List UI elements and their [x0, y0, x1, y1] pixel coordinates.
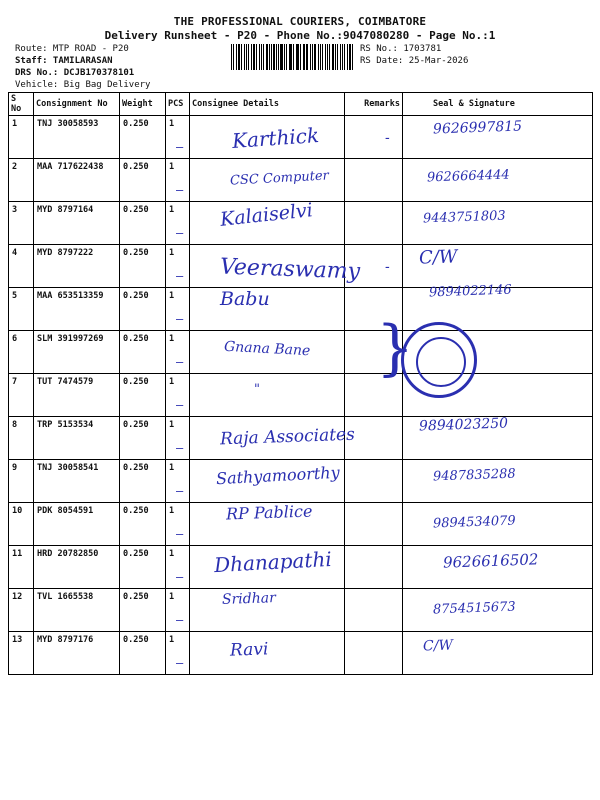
col-seal-signature: Seal & Signature — [403, 93, 593, 116]
barcode-bar — [289, 44, 290, 70]
row-pcs: 1 — [166, 546, 190, 589]
row-seal-signature — [403, 460, 593, 503]
barcode-bar — [248, 44, 249, 70]
rs-date-label: RS Date: 25-Mar-2026 — [360, 56, 469, 66]
row-consignment-no: TVL 1665538 — [34, 589, 120, 632]
pen-dash-mark: — — [176, 441, 184, 455]
barcode-bar — [251, 44, 252, 70]
barcode-bar — [261, 44, 262, 70]
col-consignee: Consignee Details — [190, 93, 345, 116]
barcode-bar — [256, 44, 257, 70]
runsheet-table — [8, 92, 593, 675]
handwritten-signature-phone: C/W — [418, 246, 458, 269]
row-sno: 10 — [9, 503, 34, 546]
handwritten-signature-phone: C/W — [422, 637, 454, 655]
handwritten-signature-phone: 9626664444 — [426, 167, 510, 186]
row-consignment-no: TUT 7474579 — [34, 374, 120, 417]
table-row — [9, 331, 593, 374]
row-sno: 6 — [9, 331, 34, 374]
runsheet-title: Delivery Runsheet - P20 - Phone No.:9047080280 - Page No.:1 — [104, 29, 496, 42]
barcode-bar — [340, 44, 341, 70]
pen-dash-mark: — — [176, 269, 184, 283]
barcode-bar — [347, 44, 348, 70]
col-consignment: Consignment No — [34, 93, 120, 116]
col-pcs: PCS — [166, 93, 190, 116]
row-remarks — [345, 632, 403, 675]
table-row — [9, 374, 593, 417]
row-remarks — [345, 589, 403, 632]
row-remarks — [345, 417, 403, 460]
barcode-bar — [244, 44, 245, 70]
route-label: Route: MTP ROAD - P20 — [15, 44, 129, 54]
table-row — [9, 116, 593, 159]
row-weight: 0.250 — [120, 503, 166, 546]
row-weight: 0.250 — [120, 288, 166, 331]
row-consignee — [176, 460, 345, 503]
row-pcs: 1 — [166, 503, 190, 546]
barcode-bar — [310, 44, 311, 70]
row-pcs: 1 — [166, 202, 190, 245]
row-weight: 0.250 — [120, 546, 166, 589]
barcode-bar — [246, 44, 247, 70]
pen-dash-mark: — — [176, 613, 184, 627]
table-row — [9, 417, 593, 460]
row-pcs: 1 — [166, 331, 190, 374]
row-remarks — [345, 116, 403, 159]
table-row — [9, 202, 593, 245]
row-consignment-no: MYD 8797164 — [34, 202, 120, 245]
row-weight: 0.250 — [120, 460, 166, 503]
pen-dash-mark: — — [176, 140, 184, 154]
pen-dash-mark: — — [176, 226, 184, 240]
pen-dash-mark: — — [176, 312, 184, 326]
handwritten-signature-phone: 9443751803 — [422, 208, 506, 227]
barcode-bar — [278, 44, 279, 70]
row-consignee — [176, 331, 345, 374]
row-remarks — [345, 202, 403, 245]
row-consignee — [176, 245, 361, 288]
row-consignment-no: MAA 653513359 — [34, 288, 120, 331]
row-consignment-no: MYD 8797176 — [34, 632, 120, 675]
row-consignee — [176, 199, 345, 245]
row-pcs: 1 — [166, 417, 190, 460]
row-seal-signature — [403, 159, 593, 202]
barcode-bar — [280, 44, 282, 70]
row-weight: 0.250 — [120, 245, 166, 288]
handwritten-signature-phone: 9894534079 — [432, 513, 516, 532]
barcode-bar — [238, 44, 240, 70]
handwritten-consignee-name: Raja Associates — [219, 424, 356, 450]
barcode-bar — [259, 44, 260, 70]
row-pcs: 1 — [166, 589, 190, 632]
barcode-bar — [269, 44, 270, 70]
row-pcs: 1 — [166, 632, 190, 675]
bank-seal-stamp — [401, 322, 477, 398]
row-consignee — [176, 589, 345, 632]
vehicle-label: Vehicle: Big Bag Delivery — [15, 80, 151, 90]
col-weight: Weight — [120, 93, 166, 116]
row-consignment-no: MAA 717622438 — [34, 159, 120, 202]
barcode-bar — [233, 44, 234, 70]
table-row — [9, 245, 593, 288]
row-sno: 5 — [9, 288, 34, 331]
handwritten-consignee-name: Sridhar — [221, 590, 277, 608]
row-pcs: 1 — [166, 116, 190, 159]
barcode-bar — [320, 44, 321, 70]
pen-dash-mark: — — [176, 398, 184, 412]
barcode-bar — [286, 44, 287, 70]
barcode-bar — [276, 44, 277, 70]
row-sno: 12 — [9, 589, 34, 632]
pen-dash-mark: — — [176, 355, 184, 369]
barcode-bar — [306, 44, 307, 70]
row-sno: 11 — [9, 546, 34, 589]
row-seal-signature — [403, 632, 593, 675]
barcode-bar — [352, 44, 353, 70]
row-sno: 13 — [9, 632, 34, 675]
barcode-bar — [342, 44, 343, 70]
row-weight: 0.250 — [120, 159, 166, 202]
row-remarks — [345, 159, 403, 202]
handwritten-remark: - — [385, 259, 390, 275]
handwritten-consignee-name: CSC Computer — [229, 168, 330, 189]
row-consignment-no: MYD 8797222 — [34, 245, 120, 288]
row-seal-signature — [403, 417, 593, 460]
handwritten-consignee-name: Kalaiselvi — [219, 199, 314, 231]
handwritten-consignee-name: Dhanapathi — [213, 546, 333, 578]
handwritten-consignee-name: Karthick — [231, 122, 320, 154]
row-weight: 0.250 — [120, 374, 166, 417]
barcode-bar — [329, 44, 330, 70]
handwritten-signature-phone: 9626616502 — [442, 550, 539, 572]
row-weight: 0.250 — [120, 202, 166, 245]
barcode-bar — [293, 44, 294, 70]
row-sno: 1 — [9, 116, 34, 159]
barcode-bar — [303, 44, 304, 70]
col-remarks: Remarks — [345, 93, 403, 116]
row-consignment-no: SLM 391997269 — [34, 331, 120, 374]
row-pcs: 1 — [166, 460, 190, 503]
barcode-bar — [327, 44, 328, 70]
drs-label: DRS No.: DCJB170378101 — [15, 68, 135, 78]
barcode-bar — [296, 44, 297, 70]
table-row — [9, 159, 593, 202]
row-pcs: 1 — [166, 374, 190, 417]
row-seal-signature — [403, 202, 593, 245]
row-sno: 8 — [9, 417, 34, 460]
handwritten-signature-phone: 9894023250 — [418, 415, 509, 435]
barcode-bar — [273, 44, 274, 70]
barcode — [231, 44, 355, 70]
row-seal-signature — [403, 589, 593, 632]
pen-dash-mark: — — [176, 484, 184, 498]
row-sno: 2 — [9, 159, 34, 202]
barcode-bar — [307, 44, 308, 70]
row-weight: 0.250 — [120, 632, 166, 675]
barcode-bar — [325, 44, 326, 70]
table-row — [9, 288, 593, 331]
row-pcs: 1 — [166, 159, 190, 202]
row-consignment-no: TNJ 30058593 — [34, 116, 120, 159]
handwritten-consignee-name: Babu — [220, 288, 270, 310]
barcode-bar — [318, 44, 319, 70]
handwritten-consignee-name: " — [254, 382, 260, 397]
row-sno: 4 — [9, 245, 34, 288]
barcode-bar — [335, 44, 336, 70]
row-remarks — [345, 245, 403, 288]
row-consignment-no: TRP 5153534 — [34, 417, 120, 460]
handwritten-signature-phone: 8754515673 — [432, 599, 516, 618]
barcode-bar — [312, 44, 313, 70]
row-seal-signature — [403, 546, 593, 589]
barcode-bar — [271, 44, 272, 70]
handwritten-signature-phone: 9894022146 — [428, 282, 512, 301]
handwritten-consignee-name: Gnana Bane — [223, 338, 311, 360]
barcode-bar — [322, 44, 323, 70]
row-remarks — [345, 546, 403, 589]
row-sno: 3 — [9, 202, 34, 245]
row-sno: 7 — [9, 374, 34, 417]
handwritten-consignee-name: RP Pablice — [225, 501, 313, 524]
row-weight: 0.250 — [120, 116, 166, 159]
barcode-bar — [297, 44, 299, 70]
table-row — [9, 503, 593, 546]
row-pcs: 1 — [166, 288, 190, 331]
barcode-bar — [300, 44, 301, 70]
row-consignment-no: PDK 8054591 — [34, 503, 120, 546]
row-remarks — [345, 503, 403, 546]
handwritten-consignee-name: Sathyamoorthy — [215, 462, 341, 489]
barcode-bar — [241, 44, 242, 70]
barcode-bar — [266, 44, 268, 70]
barcode-bar — [263, 44, 264, 70]
table-row — [9, 460, 593, 503]
row-consignee — [176, 632, 345, 675]
barcode-bar — [231, 44, 232, 70]
col-sno: S No — [9, 93, 34, 116]
row-consignee — [176, 417, 356, 460]
handwritten-signature-phone: 9487835288 — [432, 466, 516, 485]
company-title: THE PROFESSIONAL COURIERS, COIMBATORE — [173, 15, 427, 28]
row-weight: 0.250 — [120, 589, 166, 632]
pen-dash-mark: — — [176, 183, 184, 197]
row-weight: 0.250 — [120, 331, 166, 374]
row-consignee — [176, 288, 345, 331]
table-header-row — [9, 93, 593, 116]
row-weight: 0.250 — [120, 417, 166, 460]
row-pcs: 1 — [166, 245, 190, 288]
row-consignment-no: HRD 20782850 — [34, 546, 120, 589]
barcode-bar — [236, 44, 237, 70]
barcode-bar — [337, 44, 338, 70]
table-row — [9, 546, 593, 589]
row-seal-signature — [403, 245, 593, 288]
row-consignee — [176, 159, 345, 202]
handwritten-consignee-name: Veeraswamy — [219, 254, 361, 285]
barcode-bar — [332, 44, 334, 70]
barcode-bar — [253, 44, 255, 70]
row-consignment-no: TNJ 30058541 — [34, 460, 120, 503]
row-consignee — [176, 501, 345, 546]
row-sno: 9 — [9, 460, 34, 503]
barcode-bar — [344, 44, 345, 70]
barcode-bar — [314, 44, 316, 70]
pen-dash-mark: — — [176, 656, 184, 670]
table-row — [9, 632, 593, 675]
handwritten-signature-phone: 9626997815 — [432, 118, 523, 138]
pen-dash-mark: — — [176, 527, 184, 541]
barcode-bar — [284, 44, 285, 70]
pen-dash-mark: — — [176, 570, 184, 584]
row-consignee — [176, 374, 345, 417]
row-seal-signature — [403, 503, 593, 546]
barcode-bar — [349, 44, 351, 70]
row-remarks — [345, 460, 403, 503]
bracket-mark: } — [376, 313, 415, 383]
row-consignee — [176, 116, 345, 159]
table-row — [9, 589, 593, 632]
handwritten-consignee-name: Ravi — [229, 639, 269, 661]
barcode-bar — [290, 44, 291, 70]
handwritten-remark: - — [385, 130, 390, 146]
staff-label: Staff: TAMILARASAN — [15, 56, 113, 66]
rs-no-label: RS No.: 1703781 — [360, 44, 442, 54]
row-consignee — [176, 546, 345, 589]
row-seal-signature — [403, 116, 593, 159]
